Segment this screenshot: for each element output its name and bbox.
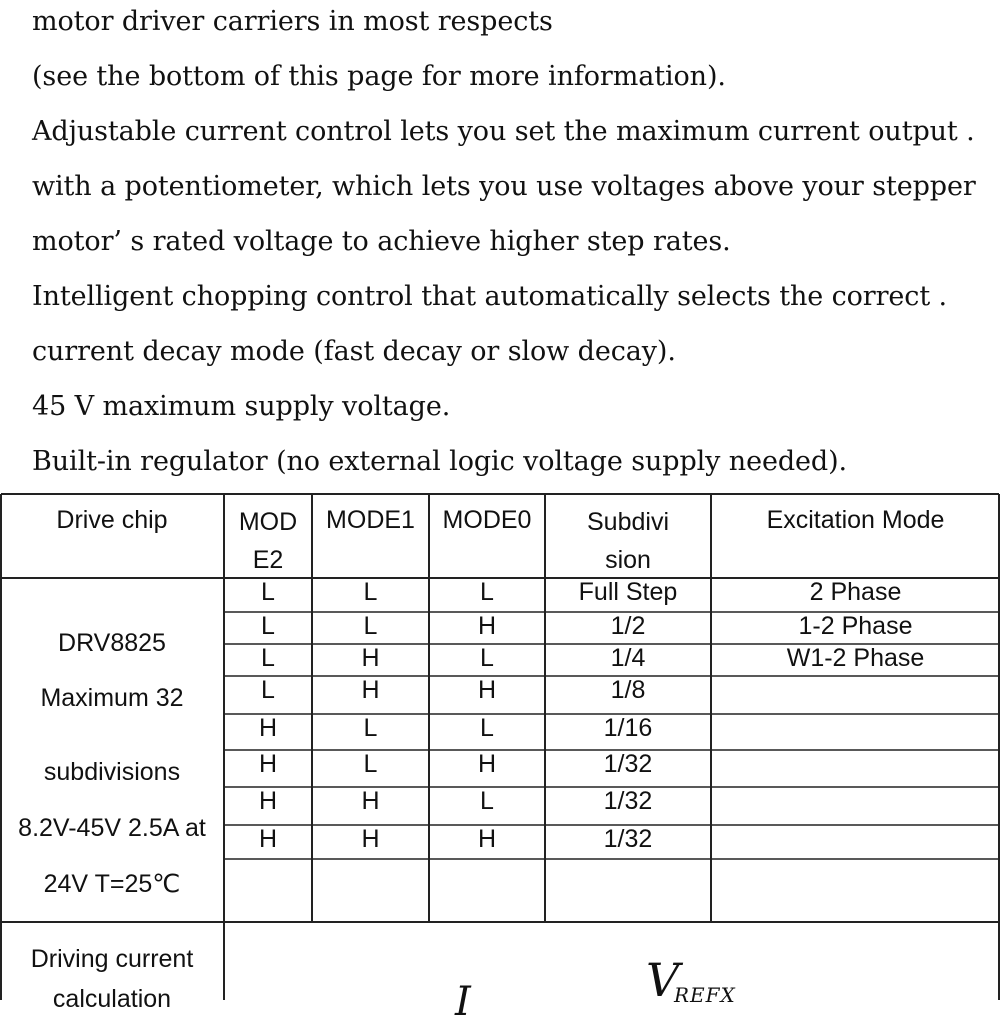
- chip-temperature: 24V T=25℃: [43, 870, 181, 898]
- cell-mode2: H: [258, 825, 278, 853]
- cell-excitation: [711, 748, 1000, 785]
- cell-excitation: [711, 674, 1000, 712]
- header-drive-chip: Drive chip: [56, 506, 168, 534]
- header-excitation-mode: Excitation Mode: [766, 506, 945, 534]
- intro-line: (see the bottom of this page for more information).: [32, 61, 726, 92]
- cell-excitation: 1-2 Phase: [798, 612, 913, 640]
- formula-current: I: [455, 979, 471, 1025]
- formula-vref: V: [646, 953, 680, 1007]
- intro-line: Built-in regulator (no external logic voltage supply needed).: [32, 446, 848, 477]
- cell-mode2: H: [258, 750, 278, 778]
- cell-mode2: L: [261, 578, 275, 606]
- intro-line: Adjustable current control lets you set the maximum current output .: [32, 116, 975, 147]
- intro-line: Intelligent chopping control that automatically selects the correct .: [32, 281, 948, 312]
- intro-line: motor’ s rated voltage to achieve higher step rates.: [32, 226, 731, 257]
- cell-excitation: 2 Phase: [809, 578, 902, 606]
- header-subdivision: [545, 503, 711, 579]
- cell-excitation: [711, 785, 1000, 823]
- header-mode2: [224, 503, 312, 579]
- header-mode2-line1: MOD: [238, 508, 298, 536]
- cell-mode1: H: [361, 676, 380, 704]
- cell-subdivision: 1/32: [603, 825, 653, 853]
- cell-subdivision: Full Step: [578, 578, 678, 606]
- cell-mode0: L: [480, 644, 494, 672]
- cell-mode1: H: [361, 825, 380, 853]
- header-mode2-line2: E2: [252, 546, 284, 574]
- cell-mode0: L: [480, 787, 494, 815]
- cell-excitation: [711, 712, 1000, 748]
- intro-line: with a potentiometer, which lets you use voltages above your stepper: [32, 171, 976, 202]
- cell-mode0: H: [477, 825, 497, 853]
- cell-mode2: H: [258, 714, 278, 742]
- chip-subdivisions: subdivisions: [43, 758, 181, 786]
- header-mode1: MODE1: [326, 506, 415, 534]
- cell-mode0: H: [477, 676, 497, 704]
- cell-mode2: L: [261, 676, 275, 704]
- cell-subdivision: 1/16: [603, 714, 653, 742]
- intro-line: 45 V maximum supply voltage.: [32, 391, 451, 422]
- cell-mode1: L: [363, 578, 378, 606]
- cell-subdivision: 1/4: [610, 644, 646, 672]
- cell-mode1: H: [361, 644, 380, 672]
- cell-mode2: L: [261, 612, 275, 640]
- cell-mode1: L: [363, 612, 378, 640]
- driving-current-label-line2: calculation: [52, 985, 172, 1013]
- cell-mode2: L: [261, 644, 275, 672]
- intro-line: current decay mode (fast decay or slow decay).: [32, 336, 676, 367]
- chip-max-subdivision: Maximum 32: [40, 684, 184, 712]
- cell-excitation: W1-2 Phase: [786, 644, 925, 672]
- cell-subdivision: 1/32: [603, 750, 653, 778]
- cell-mode1: L: [363, 750, 378, 778]
- header-mode0: MODE0: [442, 506, 532, 534]
- cell-mode0: H: [477, 750, 497, 778]
- header-subdivision-line2: sion: [605, 546, 651, 574]
- mode-table: [0, 493, 1000, 1025]
- cell-mode1: H: [361, 787, 380, 815]
- driving-current-label: Driving current: [30, 945, 194, 973]
- formula-vref-subscript: REFX: [674, 983, 736, 1007]
- cell-subdivision: 1/32: [603, 787, 653, 815]
- cell-excitation: [711, 823, 1000, 857]
- intro-text: [32, 0, 992, 489]
- chip-name: DRV8825: [58, 629, 166, 657]
- cell-mode0: L: [480, 578, 494, 606]
- cell-subdivision: 1/2: [610, 612, 646, 640]
- header-subdivision-line1: Subdivi: [587, 508, 669, 536]
- chip-voltage-rating: 8.2V-45V 2.5A at: [18, 814, 206, 842]
- intro-line: motor driver carriers in most respects: [32, 6, 553, 37]
- cell-mode0: L: [480, 714, 494, 742]
- cell-mode2: H: [258, 787, 278, 815]
- cell-mode0: H: [477, 612, 497, 640]
- cell-mode1: L: [363, 714, 378, 742]
- cell-subdivision: 1/8: [610, 676, 646, 704]
